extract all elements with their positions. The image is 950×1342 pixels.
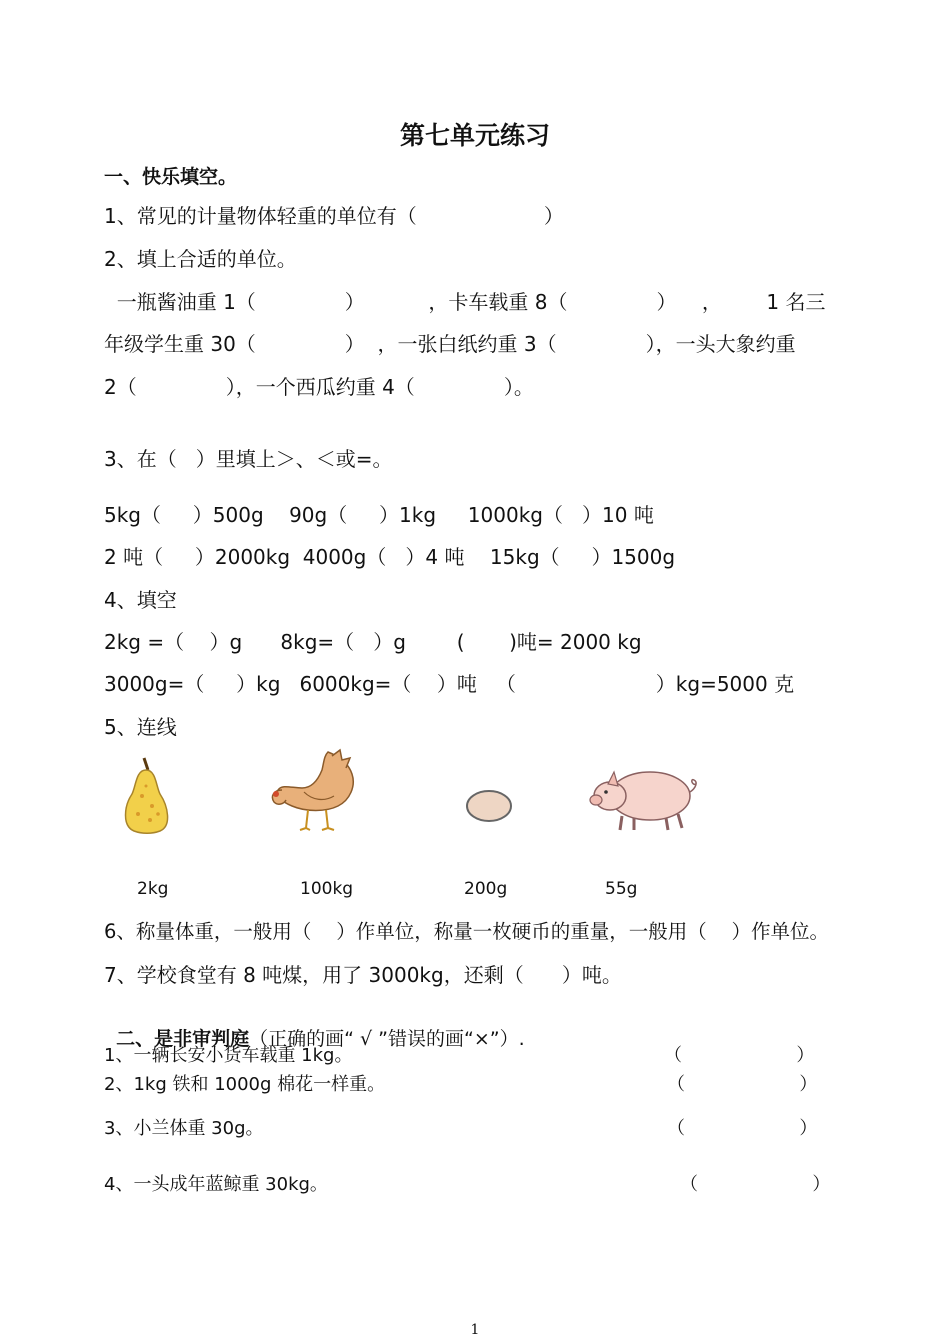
chicken-icon xyxy=(268,748,360,837)
egg-icon xyxy=(464,788,514,829)
judge-blank-3[interactable]: （ ） xyxy=(667,1118,818,1139)
section-2-title: 二、是非审判庭 xyxy=(116,1028,250,1050)
question-3-line-2: 2 吨（ ）2000kg 4000g（ ）4 吨 15kg（ ）1500g xyxy=(104,545,676,569)
judge-item-1: 1、一辆长安小货车载重 1kg。 xyxy=(104,1045,353,1066)
question-3: 3、在（ ）里填上＞、＜或=。 xyxy=(104,447,393,471)
judge-item-3: 3、小兰体重 30g。 xyxy=(104,1118,264,1139)
page-title: 第七单元练习 xyxy=(399,121,550,150)
question-4: 4、填空 xyxy=(104,588,177,612)
pear-icon xyxy=(118,756,174,839)
question-2-line-3: 2（ ），一个西瓜约重 4（ ）。 xyxy=(104,375,534,399)
pig-icon xyxy=(588,762,702,839)
weight-label-55g: 55g xyxy=(605,879,638,899)
question-6: 6、称量体重，一般用（ ）作单位，称量一枚硬币的重量，一般用（ ）作单位。 xyxy=(104,920,829,943)
judge-item-2: 2、1kg 铁和 1000g 棉花一样重。 xyxy=(104,1074,386,1095)
question-5: 5、连线 xyxy=(104,715,177,739)
section-2-note: （正确的画“ √ ”错误的画“×”）. xyxy=(249,1028,525,1050)
question-2: 2、填上合适的单位。 xyxy=(104,247,297,271)
question-2-line-1: 一瓶酱油重 1（ ） ，卡车载重 8（ ） ， 1 名三 xyxy=(104,290,826,314)
page-number: 1 xyxy=(470,1322,480,1338)
judge-item-4: 4、一头成年蓝鲸重 30kg。 xyxy=(104,1174,328,1195)
judge-blank-4[interactable]: （ ） xyxy=(680,1174,831,1195)
judge-blank-2[interactable]: （ ） xyxy=(667,1074,818,1095)
question-2-line-2: 年级学生重 30（ ） ，一张白纸约重 3（ ），一头大象约重 xyxy=(104,332,796,356)
section-1-heading: 一、快乐填空。 xyxy=(104,166,238,188)
question-3-line-1: 5kg（ ）500g 90g（ ）1kg 1000kg（ ）10 吨 xyxy=(104,503,654,527)
question-7: 7、学校食堂有 8 吨煤，用了 3000kg，还剩（ ）吨。 xyxy=(104,963,622,987)
weight-label-2kg: 2kg xyxy=(137,879,169,899)
weight-label-200g: 200g xyxy=(464,879,508,899)
question-4-line-1: 2kg =（ ）g 8kg=（ ）g ( )吨= 2000 kg xyxy=(104,630,642,654)
question-1: 1、常见的计量物体轻重的单位有（ ） xyxy=(104,204,564,228)
judge-blank-1[interactable]: （ ） xyxy=(664,1045,815,1066)
question-4-line-2: 3000g=（ ）kg 6000kg=（ ）吨 （ ）kg=5000 克 xyxy=(104,672,795,696)
weight-label-100kg: 100kg xyxy=(300,879,354,899)
